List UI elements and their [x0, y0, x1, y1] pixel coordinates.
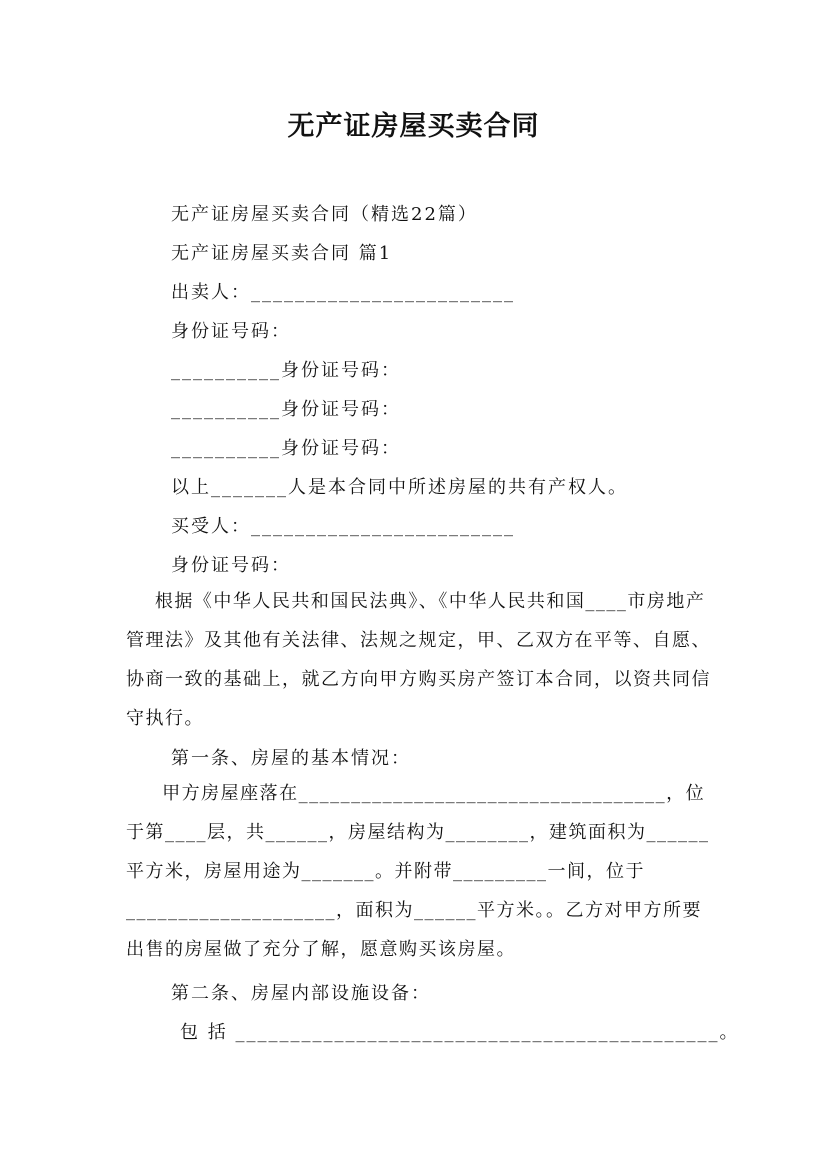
buyer-id-field: 身份证号码： [171, 555, 291, 576]
coowner-id-field-1: __________身份证号码： [171, 360, 401, 381]
document-subtitle: 无产证房屋买卖合同（精选22篇） [171, 204, 478, 225]
coowner-statement: 以上_______人是本合同中所述房屋的共有产权人。 [171, 477, 628, 498]
article2-heading: 第二条、房屋内部设施设备： [171, 983, 431, 1004]
article1-heading: 第一条、房屋的基本情况： [171, 748, 411, 769]
seller-field: 出卖人：________________________ [171, 282, 515, 303]
buyer-field: 买受人：________________________ [171, 516, 515, 537]
section-heading: 无产证房屋买卖合同 篇1 [171, 243, 393, 264]
article2-line: 包 括 ____________________________________________。 [180, 1022, 740, 1043]
document-title: 无产证房屋买卖合同 [287, 111, 540, 142]
coowner-id-field-3: __________身份证号码： [171, 438, 401, 459]
basis-paragraph: 根据《中华人民共和国民法典》、《中华人民共和国____市房地产管理法》及其他有关法律、法规之规定，甲、乙双方在平等、自愿、协商一致的基础上，就乙方向甲方购买房产签订本合同，以资共同信守执行。 [126, 591, 711, 729]
seller-id-field: 身份证号码： [171, 321, 291, 342]
coowner-id-field-2: __________身份证号码： [171, 399, 401, 420]
article1-paragraph: 甲方房屋座落在___________________________________，位于第____层，共______，房屋结构为________，建筑面积为______平方米，房屋用途为_______。并附带_________一间，位于____________________，面积为______平方米。。乙方对甲方所要出售的房屋做了充分了解，愿意购买该房屋。 [126, 783, 710, 960]
